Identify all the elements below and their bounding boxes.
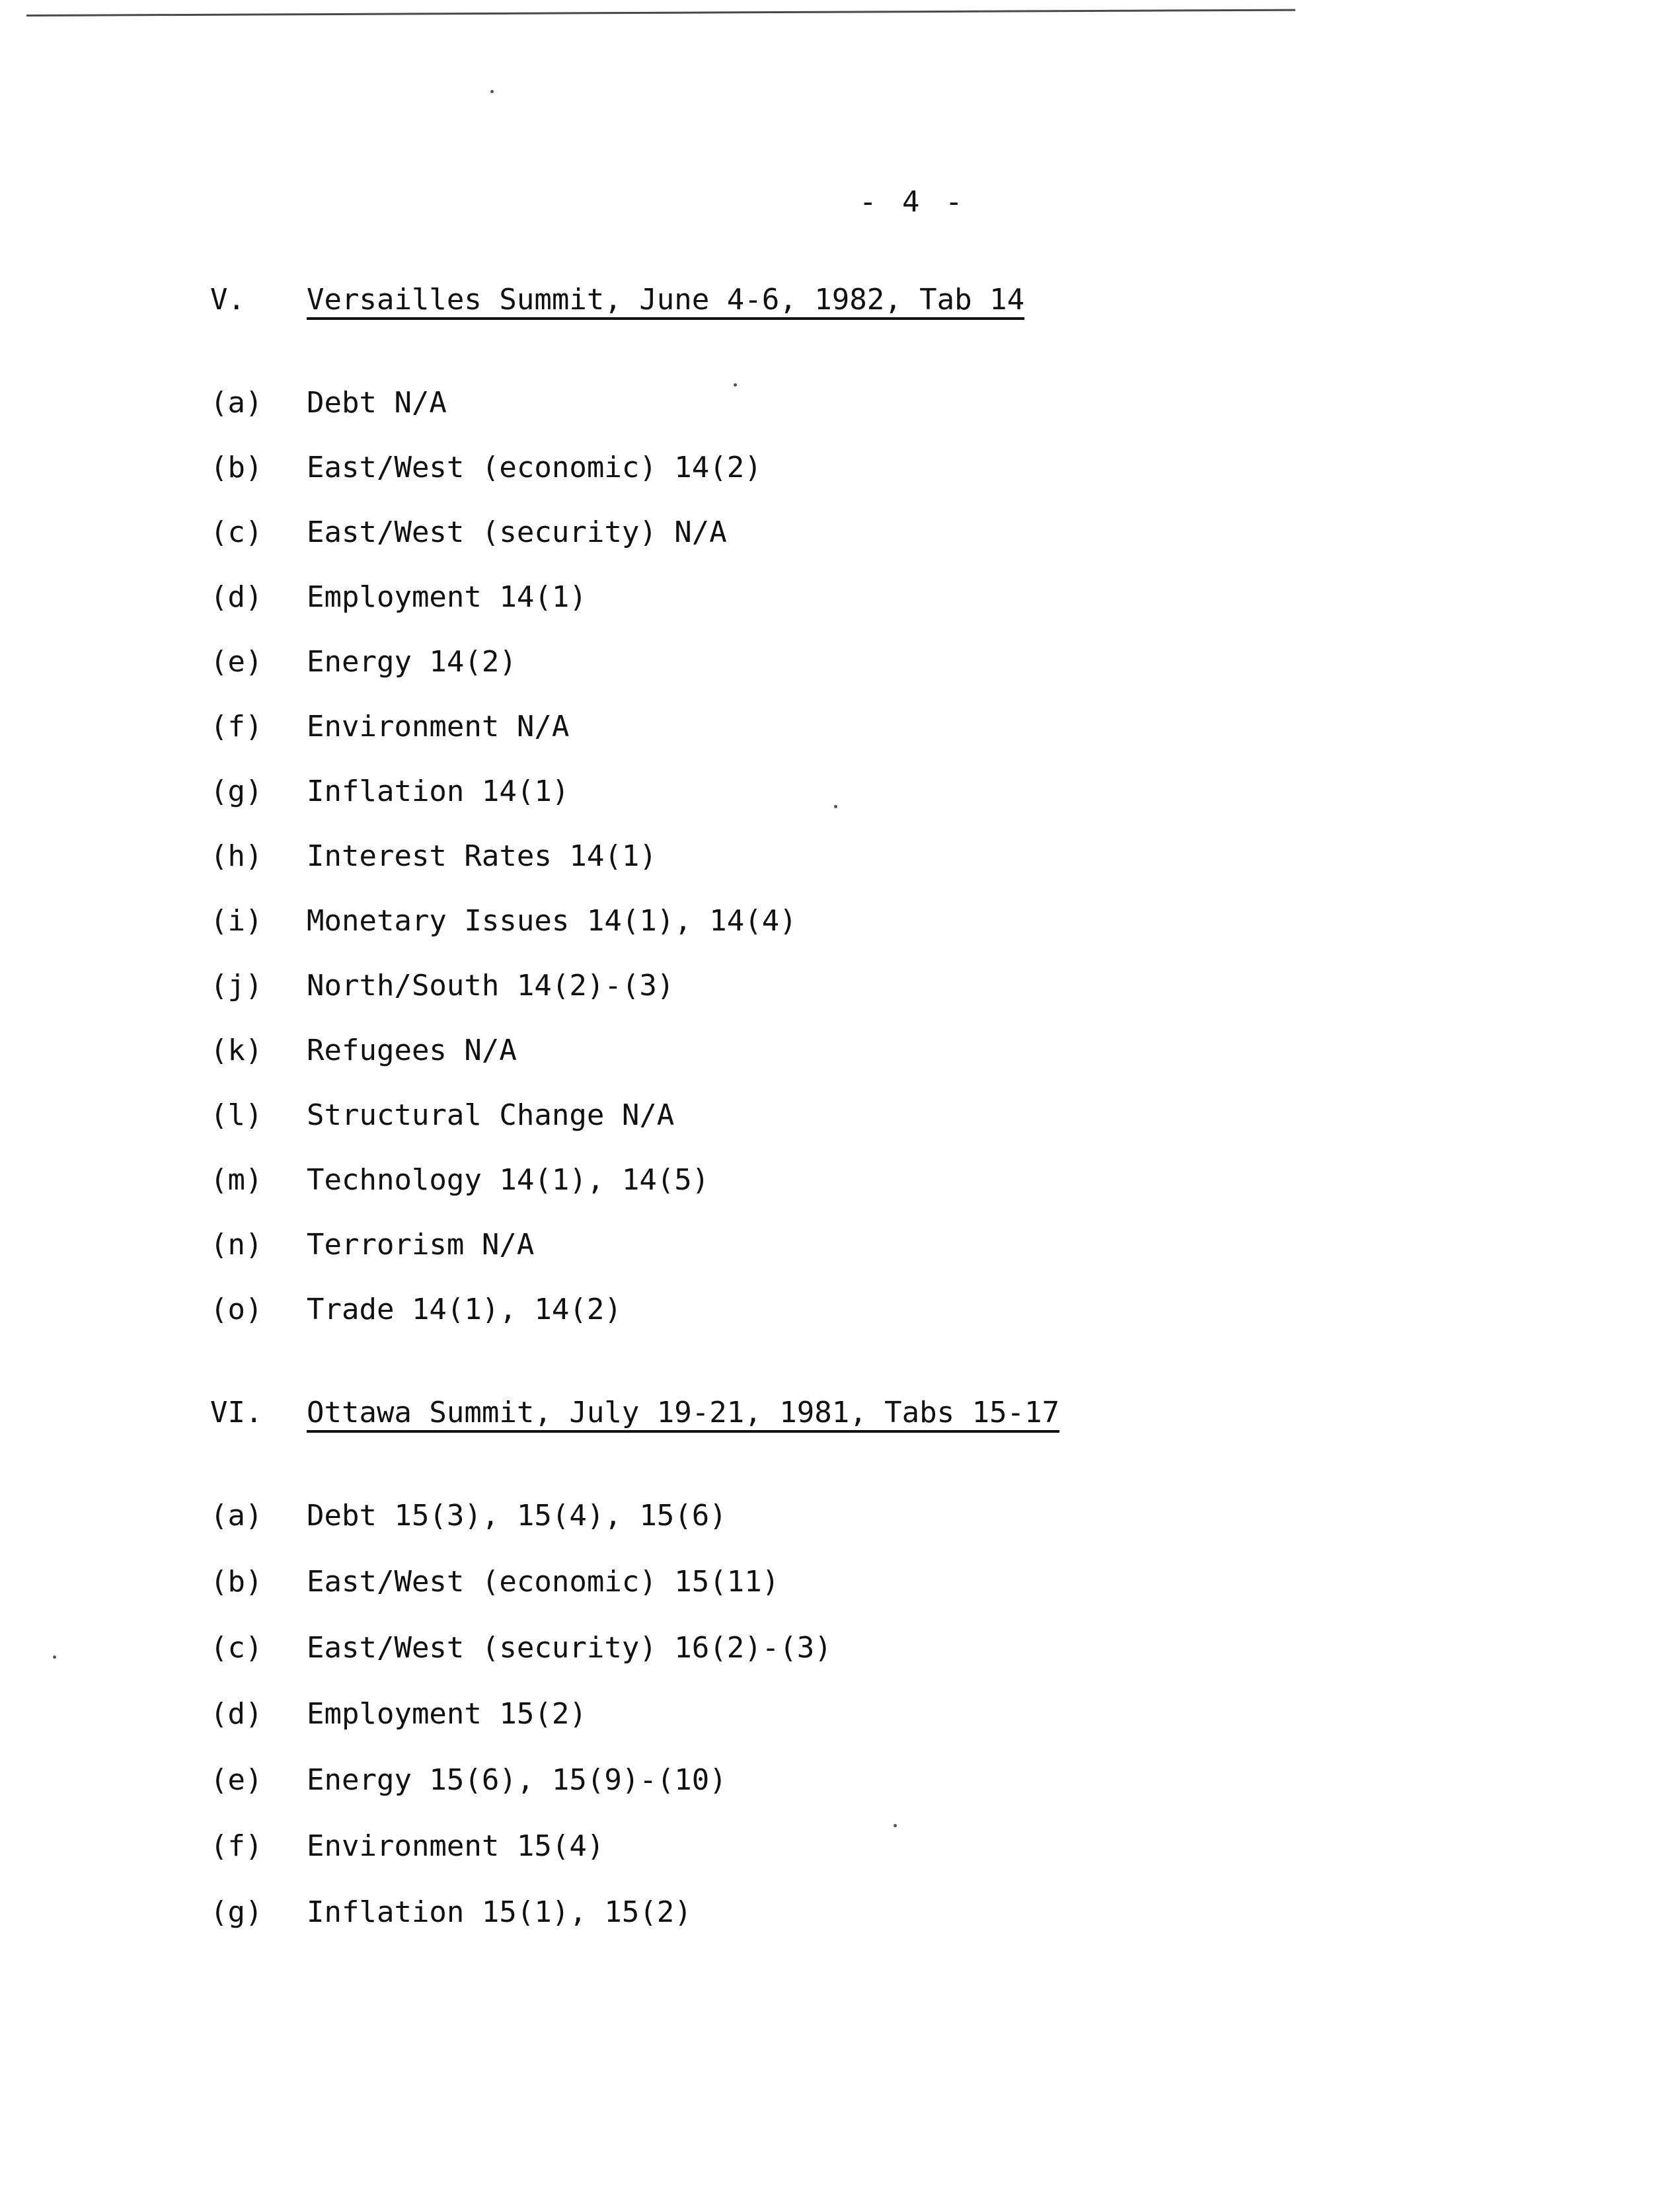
item-text: East/West (security) 16(2)-(3) bbox=[307, 1631, 832, 1665]
item-text: Inflation 15(1), 15(2) bbox=[307, 1895, 692, 1929]
item-letter: (d) bbox=[210, 580, 263, 614]
item-text: Interest Rates 14(1) bbox=[307, 839, 657, 873]
section-numeral: VI. bbox=[210, 1396, 263, 1429]
scan-speck bbox=[490, 90, 494, 93]
list-item bbox=[210, 969, 674, 1003]
item-letter: (i) bbox=[210, 904, 263, 938]
item-text: Monetary Issues 14(1), 14(4) bbox=[307, 904, 797, 938]
item-letter: (l) bbox=[210, 1098, 263, 1132]
item-text: Debt N/A bbox=[307, 386, 447, 420]
item-text: Structural Change N/A bbox=[307, 1098, 675, 1132]
item-text: Refugees N/A bbox=[307, 1034, 517, 1067]
list-item bbox=[210, 839, 657, 873]
item-letter: (n) bbox=[210, 1228, 263, 1262]
item-text: Trade 14(1), 14(2) bbox=[307, 1293, 622, 1326]
list-item bbox=[210, 775, 569, 808]
item-letter: (g) bbox=[210, 775, 263, 808]
section-title: Versailles Summit, June 4-6, 1982, Tab 14 bbox=[307, 283, 1025, 317]
list-item bbox=[210, 515, 727, 549]
item-text: Inflation 14(1) bbox=[307, 775, 570, 808]
item-text: Technology 14(1), 14(5) bbox=[307, 1163, 710, 1197]
item-letter: (e) bbox=[210, 1763, 263, 1797]
scan-speck bbox=[53, 1655, 56, 1659]
item-letter: (e) bbox=[210, 645, 263, 679]
item-text: Employment 15(2) bbox=[307, 1697, 587, 1731]
list-item bbox=[210, 1163, 709, 1197]
item-text: Debt 15(3), 15(4), 15(6) bbox=[307, 1499, 727, 1533]
list-item bbox=[210, 1565, 779, 1599]
item-letter: (h) bbox=[210, 839, 263, 873]
item-text: North/South 14(2)-(3) bbox=[307, 969, 675, 1003]
list-item bbox=[210, 1631, 832, 1665]
page-number: - 4 - bbox=[859, 185, 967, 219]
item-text: Energy 15(6), 15(9)-(10) bbox=[307, 1763, 727, 1797]
list-item bbox=[210, 645, 517, 679]
item-letter: (a) bbox=[210, 1499, 263, 1533]
list-item bbox=[210, 386, 447, 420]
section-title: Ottawa Summit, July 19-21, 1981, Tabs 15-17 bbox=[307, 1396, 1060, 1429]
list-item bbox=[210, 1829, 604, 1863]
list-item bbox=[210, 1763, 727, 1797]
list-item bbox=[210, 1895, 692, 1929]
item-text: Terrorism N/A bbox=[307, 1228, 535, 1262]
list-item bbox=[210, 1228, 534, 1262]
item-letter: (j) bbox=[210, 969, 263, 1003]
item-letter: (b) bbox=[210, 451, 263, 484]
item-letter: (c) bbox=[210, 1631, 263, 1665]
item-letter: (o) bbox=[210, 1293, 263, 1326]
list-item bbox=[210, 1293, 622, 1326]
section-numeral: V. bbox=[210, 283, 245, 317]
scan-speck bbox=[834, 805, 837, 808]
section-header-vi bbox=[210, 1396, 1059, 1429]
list-item bbox=[210, 451, 762, 484]
item-letter: (a) bbox=[210, 386, 263, 420]
scan-speck bbox=[734, 383, 737, 387]
list-item bbox=[210, 1697, 587, 1731]
item-letter: (m) bbox=[210, 1163, 263, 1197]
item-text: East/West (security) N/A bbox=[307, 515, 727, 549]
item-letter: (k) bbox=[210, 1034, 263, 1067]
list-item bbox=[210, 1034, 517, 1067]
item-letter: (b) bbox=[210, 1565, 263, 1599]
item-letter: (c) bbox=[210, 515, 263, 549]
list-item bbox=[210, 1098, 674, 1132]
item-text: Energy 14(2) bbox=[307, 645, 517, 679]
item-text: East/West (economic) 15(11) bbox=[307, 1565, 780, 1599]
list-item bbox=[210, 710, 569, 743]
item-letter: (f) bbox=[210, 710, 263, 743]
scan-edge-line bbox=[26, 9, 1295, 17]
section-header-v bbox=[210, 283, 1024, 317]
list-item bbox=[210, 580, 587, 614]
scan-speck bbox=[894, 1824, 897, 1827]
list-item bbox=[210, 1499, 727, 1533]
item-text: Environment N/A bbox=[307, 710, 570, 743]
item-text: East/West (economic) 14(2) bbox=[307, 451, 762, 484]
item-text: Environment 15(4) bbox=[307, 1829, 605, 1863]
item-letter: (g) bbox=[210, 1895, 263, 1929]
item-letter: (d) bbox=[210, 1697, 263, 1731]
item-text: Employment 14(1) bbox=[307, 580, 587, 614]
list-item bbox=[210, 904, 797, 938]
item-letter: (f) bbox=[210, 1829, 263, 1863]
